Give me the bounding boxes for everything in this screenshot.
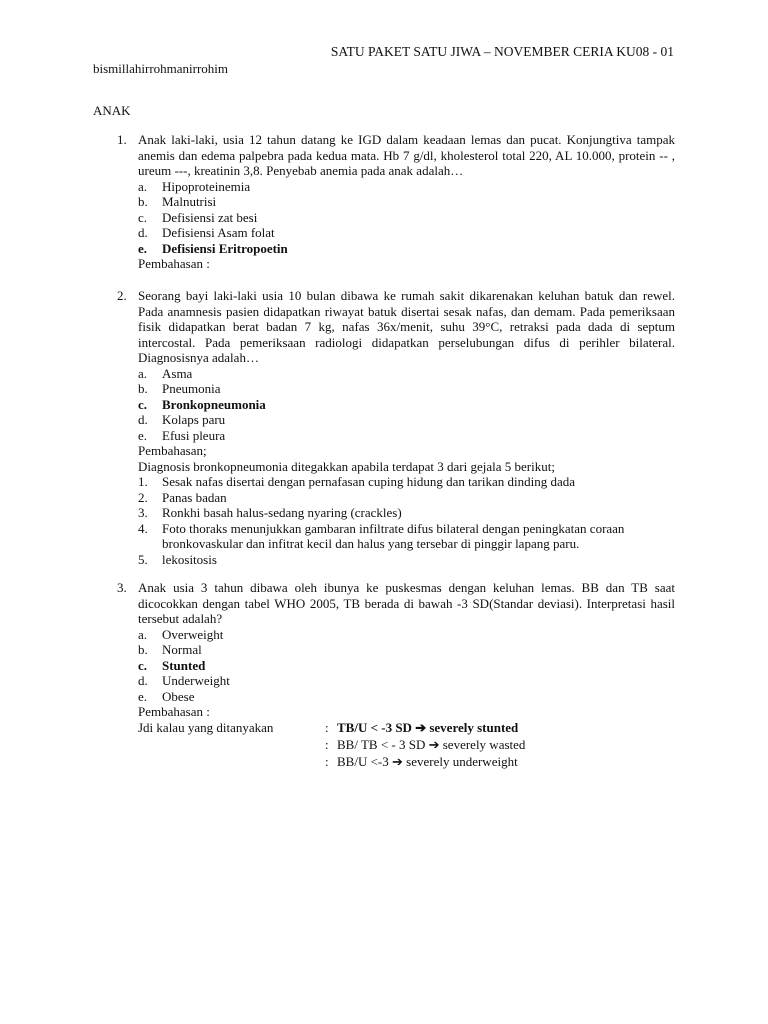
option-c-correct <box>138 658 675 674</box>
option-text: Stunted <box>162 657 206 673</box>
option-letter: b. <box>138 381 148 396</box>
question-text: Anak laki-laki, usia 12 tahun datang ke IGD dalam keadaan lemas dan pucat. Konjungtiva tampak anemis dan edema palpebra pada kedua mata. Hb 7 g/dl, kholesterol total 220, AL 10.000, protein -- , ureum ---, kreatinin 3,8. Penyebab anemia pada anak adalah… <box>138 132 675 178</box>
option-text: Overweight <box>162 626 224 642</box>
criteria-item <box>138 552 675 568</box>
option-d <box>138 673 675 689</box>
question-3 <box>93 580 675 771</box>
criteria-text: Ronkhi basah halus-sedang nyaring (crackles) <box>162 505 402 520</box>
option-letter: a. <box>138 178 148 194</box>
option-b <box>138 381 675 397</box>
criteria-text: lekositosis <box>162 551 217 567</box>
discussion-label: Pembahasan; <box>138 443 207 458</box>
option-a <box>138 627 675 643</box>
option-letter: e. <box>138 240 148 256</box>
question-number: 3. <box>117 580 127 595</box>
option-text: Bronkopneumonia <box>162 396 266 412</box>
option-e-correct <box>138 241 675 257</box>
option-letter: a. <box>138 626 148 642</box>
question-2 <box>93 288 675 567</box>
option-letter: d. <box>138 673 148 688</box>
criteria-text: Panas badan <box>162 489 227 505</box>
option-e <box>138 689 675 705</box>
question-number: 1. <box>117 132 127 147</box>
option-letter: c. <box>138 396 148 412</box>
option-text: Kolaps paru <box>162 412 226 427</box>
option-text: Defisiensi zat besi <box>162 209 258 225</box>
answer-row <box>93 754 675 771</box>
question-number: 2. <box>117 288 127 303</box>
option-a <box>138 366 675 382</box>
answer-colon: : <box>325 736 329 752</box>
criteria-text: Foto thoraks menunjukkan gambaran infiltrate difus bilateral dengan peningkatan coraan bronkovaskular dan infitrat kecil dan halus yang tersebar di pinggir lapang paru. <box>162 520 625 551</box>
option-text: Malnutrisi <box>162 194 217 209</box>
criteria-number: 5. <box>138 551 148 567</box>
question-1 <box>93 132 675 272</box>
option-d <box>138 225 675 241</box>
answer-row <box>93 720 675 737</box>
question-text: Seorang bayi laki-laki usia 10 bulan dibawa ke rumah sakit dikarenakan keluhan batuk dan rewel. Pada anamnesis pasien didapatkan riwayat batuk disertai sesak nafas, dan demam. Pada pemeriksaan fisik didapatkan berat badan 7 kg, nafas 36x/menit, suhu 39°C, retraksi pada dada di septum intercostal. Pada pemeriksaan radiologi didapatkan perselubungan difus di perihler bilateral. Diagnosisnya adalah… <box>138 288 675 365</box>
answer-label: Jdi kalau yang ditanyakan <box>138 719 274 735</box>
discussion-label: Pembahasan : <box>138 704 210 719</box>
option-text: Pneumonia <box>162 381 221 396</box>
answer-row <box>93 737 675 754</box>
answer-text: BB/ TB < - 3 SD ➔ severely wasted <box>337 736 526 752</box>
option-a <box>138 179 675 195</box>
answer-text: TB/U < -3 SD ➔ severely stunted <box>337 719 519 735</box>
option-letter: d. <box>138 225 148 240</box>
criteria-number: 1. <box>138 474 148 489</box>
option-d <box>138 412 675 428</box>
option-letter: d. <box>138 412 148 427</box>
opening-line: bismillahirrohmanirrohim <box>93 61 229 76</box>
option-text: Efusi pleura <box>162 427 226 443</box>
option-letter: b. <box>138 642 148 657</box>
criteria-item <box>138 490 675 506</box>
option-letter: e. <box>138 688 148 704</box>
answer-text: BB/U <-3 ➔ severely underweight <box>337 753 518 769</box>
criteria-item <box>138 505 675 521</box>
section-heading: ANAK <box>93 103 131 118</box>
question-text: Anak usia 3 tahun dibawa oleh ibunya ke puskesmas dengan keluhan lemas. BB dan TB saat dicocokkan dengan tabel WHO 2005, TB berada di bawah -3 SD(Standar deviasi). Interpretasi hasil tersebut adalah? <box>138 580 675 626</box>
option-letter: e. <box>138 427 148 443</box>
option-e <box>138 428 675 444</box>
header-title: SATU PAKET SATU JIWA – NOVEMBER CERIA KU08 - 01 <box>330 44 674 59</box>
discussion-intro: Diagnosis bronkopneumonia ditegakkan apabila terdapat 3 dari gejala 5 berikut; <box>138 458 555 474</box>
option-text: Asma <box>162 365 193 381</box>
option-text: Defisiensi Asam folat <box>162 225 275 240</box>
discussion-label: Pembahasan : <box>138 256 210 271</box>
criteria-number: 2. <box>138 489 148 505</box>
option-text: Normal <box>162 642 202 657</box>
option-text: Obese <box>162 688 195 704</box>
answer-colon: : <box>325 719 329 735</box>
criteria-text: Sesak nafas disertai dengan pernafasan cuping hidung dan tarikan dinding dada <box>162 474 575 489</box>
option-c-correct <box>138 397 675 413</box>
option-letter: c. <box>138 657 148 673</box>
option-text: Underweight <box>162 673 230 688</box>
option-b <box>138 642 675 658</box>
criteria-number: 3. <box>138 505 148 520</box>
criteria-item <box>138 521 675 552</box>
option-c <box>138 210 675 226</box>
option-letter: a. <box>138 365 148 381</box>
option-b <box>138 194 675 210</box>
option-text: Hipoproteinemia <box>162 178 251 194</box>
criteria-item <box>138 474 675 490</box>
criteria-number: 4. <box>138 520 148 536</box>
option-letter: b. <box>138 194 148 209</box>
option-letter: c. <box>138 209 148 225</box>
option-text: Defisiensi Eritropoetin <box>162 240 288 256</box>
answer-colon: : <box>325 753 329 769</box>
